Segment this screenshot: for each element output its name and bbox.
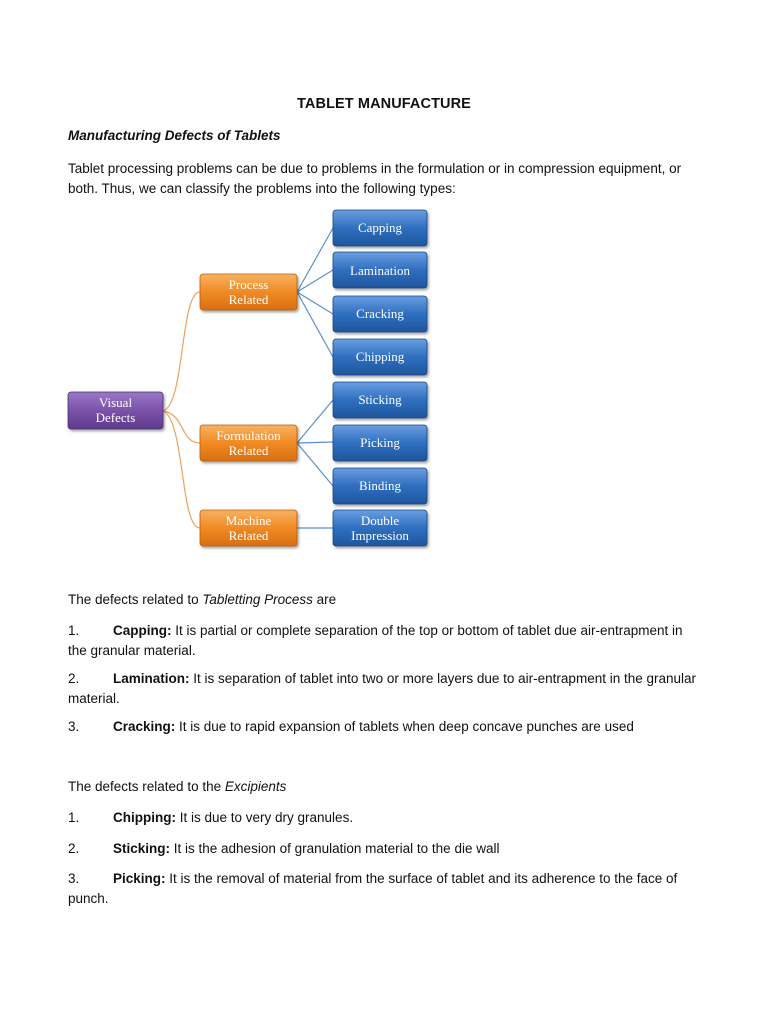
section1-prefix: The defects related to [68,592,203,607]
svg-text:Formulation: Formulation [216,428,281,443]
intro-paragraph: Tablet processing problems can be due to problems in the formulation or in compression equipment, or both. Thus, we can classify the problems into the following types: [68,161,682,196]
svg-text:Machine: Machine [225,513,272,528]
node-leaf-cracking [333,296,427,332]
section2-prefix: The defects related to the [68,779,225,794]
section2-emphasis: Excipients [224,779,287,794]
svg-text:Double: Double [360,513,400,528]
node-category-process-related [200,274,297,310]
list-item: 3. Picking: It is the removal of material from the surface of tablet and its adherence to the face of punch. [68,871,678,906]
svg-text:Related: Related [228,528,269,543]
list-item: 1. Capping: It is partial or complete separation of the top or bottom of tablet due air-entrapment in the granular material. [68,623,683,658]
node-category-machine-related [200,510,297,546]
section-process-intro [68,590,698,610]
svg-text:Chipping: Chipping [355,349,405,364]
svg-text:Capping: Capping [357,220,403,235]
list-item: 2. Lamination: It is separation of tablet into two or more layers due to air-entrapment in the granular material. [68,671,697,706]
root-label-line1: Visual [98,395,133,410]
node-leaf-lamination [333,252,427,288]
node-leaf-chipping [333,339,427,375]
root-connectors [163,292,200,528]
list-item: 1. Chipping: It is due to very dry granules. [68,810,354,825]
svg-text:Lamination: Lamination [350,263,410,278]
document-title: TABLET MANUFACTURE [297,96,471,112]
node-leaf-sticking [333,382,427,418]
section1-emphasis: Tabletting Process [202,592,313,607]
list-item: 2. Sticking: It is the adhesion of granulation material to the die wall [68,841,500,856]
svg-text:Picking: Picking [360,435,400,450]
node-leaf-double-impression [333,510,427,546]
svg-text:Cracking: Cracking [356,306,404,321]
list-item: 3. Cracking: It is due to rapid expansion of tablets when deep concave punches are used [68,719,634,734]
visual-defects-diagram [0,200,768,560]
section-excipients-intro [68,777,698,797]
svg-text:Process: Process [228,277,269,292]
node-leaf-picking [333,425,427,461]
svg-text:Sticking: Sticking [358,392,402,407]
root-label-line2: Defects [95,410,136,425]
node-leaf-binding [333,468,427,504]
node-root-visual-defects [68,392,163,429]
node-leaf-capping [333,210,427,246]
svg-text:Related: Related [228,292,269,307]
leaf-connectors [297,228,333,528]
svg-text:Binding: Binding [359,478,401,493]
section1-suffix: are [312,592,337,607]
section-subtitle: Manufacturing Defects of Tablets [68,128,281,143]
svg-text:Impression: Impression [351,528,409,543]
svg-text:Related: Related [228,443,269,458]
node-category-formulation-related [200,425,297,461]
